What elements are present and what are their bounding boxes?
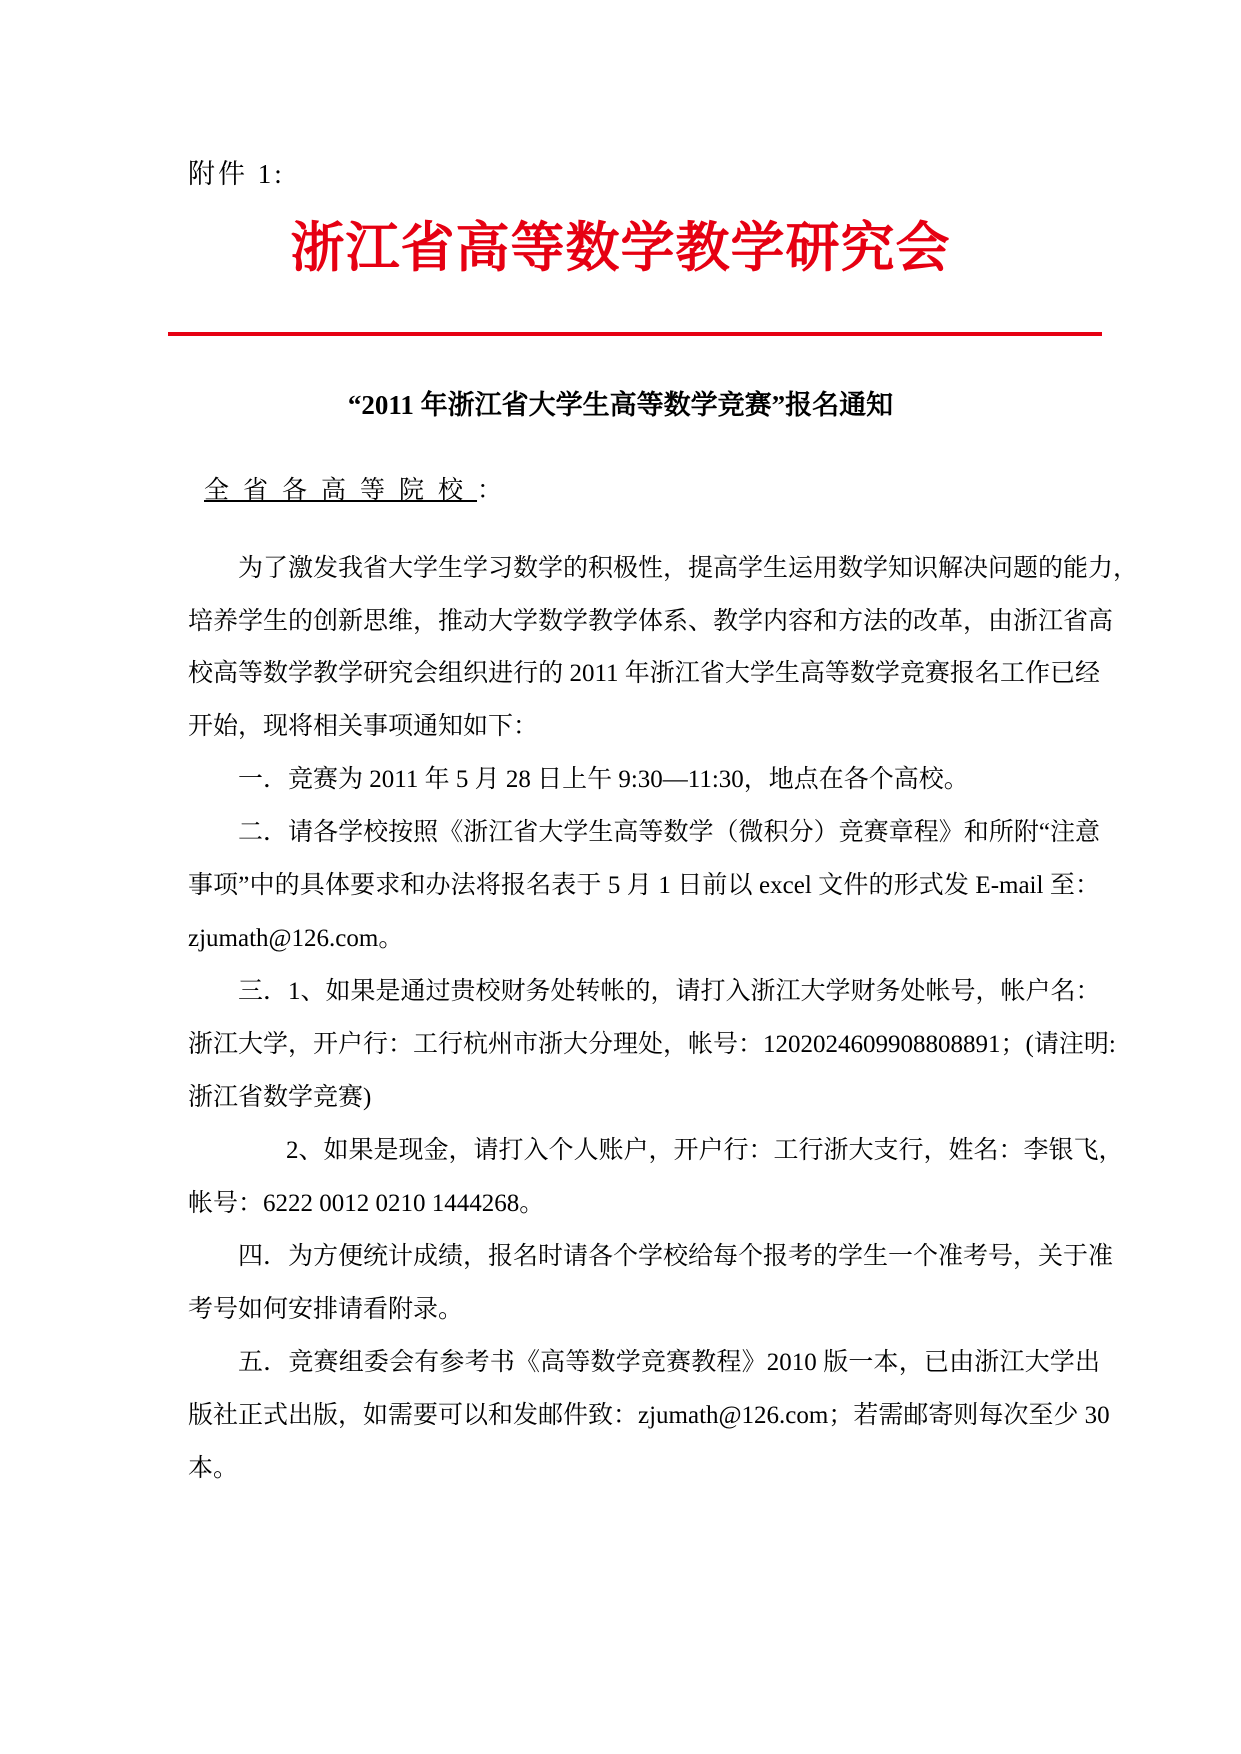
salutation <box>188 470 502 506</box>
body-line: zjumath@126.com。 <box>188 925 404 952</box>
body-line: 培养学生的创新思维，推动大学数学教学体系、教学内容和方法的改革，由浙江省高 <box>188 608 1114 635</box>
body-line: 一．竞赛为 2011 年 5 月 28 日上午 9:30—11:30，地点在各个高校。 <box>238 766 969 793</box>
body-line: 版社正式出版，如需要可以和发邮件致：zjumath@126.com；若需邮寄则每次至少 30 <box>188 1402 1110 1429</box>
attachment-label: 附件 1: <box>188 159 285 189</box>
body-line: 浙江大学，开户行：工行杭州市浙大分理处，帐号：1202024609908808891；(请注明: <box>188 1031 1116 1058</box>
body-line: 开始，现将相关事项通知如下： <box>188 713 539 740</box>
body-line: 2、如果是现金，请打入个人账户，开户行：工行浙大支行，姓名：李银飞， <box>286 1137 1124 1164</box>
body-line: 二．请各学校按照《浙江省大学生高等数学（微积分）竞赛章程》和所附“注意 <box>238 819 1100 846</box>
body-line: 考号如何安排请看附录。 <box>188 1296 464 1323</box>
body-line: 事项”中的具体要求和办法将报名表于 5 月 1 日前以 excel 文件的形式发 E-mail 至： <box>188 872 1100 899</box>
body-line: 为了激发我省大学生学习数学的积极性，提高学生运用数学知识解决问题的能力， <box>238 555 1139 582</box>
notice-title: “2011 年浙江省大学生高等数学竞赛”报名通知 <box>347 390 894 420</box>
body-line: 三．1、如果是通过贵校财务处转帐的，请打入浙江大学财务处帐号，帐户名： <box>238 978 1101 1005</box>
salutation-colon: ： <box>477 477 503 504</box>
body-line: 五．竞赛组委会有参考书《高等数学竞赛教程》2010 版一本，已由浙江大学出 <box>238 1349 1100 1376</box>
body-line: 浙江省数学竞赛) <box>188 1084 372 1111</box>
body-line: 本。 <box>188 1455 239 1482</box>
body-line: 校高等数学教学研究会组织进行的 2011 年浙江省大学生高等数学竞赛报名工作已经 <box>188 660 1100 687</box>
salutation-addressee: 全省各高等院校 <box>204 477 478 504</box>
organization-title: 浙江省高等数学教学研究会 <box>290 218 951 278</box>
body-line: 四．为方便统计成绩，报名时请各个学校给每个报考的学生一个准考号，关于准 <box>238 1243 1114 1270</box>
red-divider-rule <box>168 332 1102 336</box>
body-line: 帐号：6222 0012 0210 1444268。 <box>188 1190 545 1217</box>
